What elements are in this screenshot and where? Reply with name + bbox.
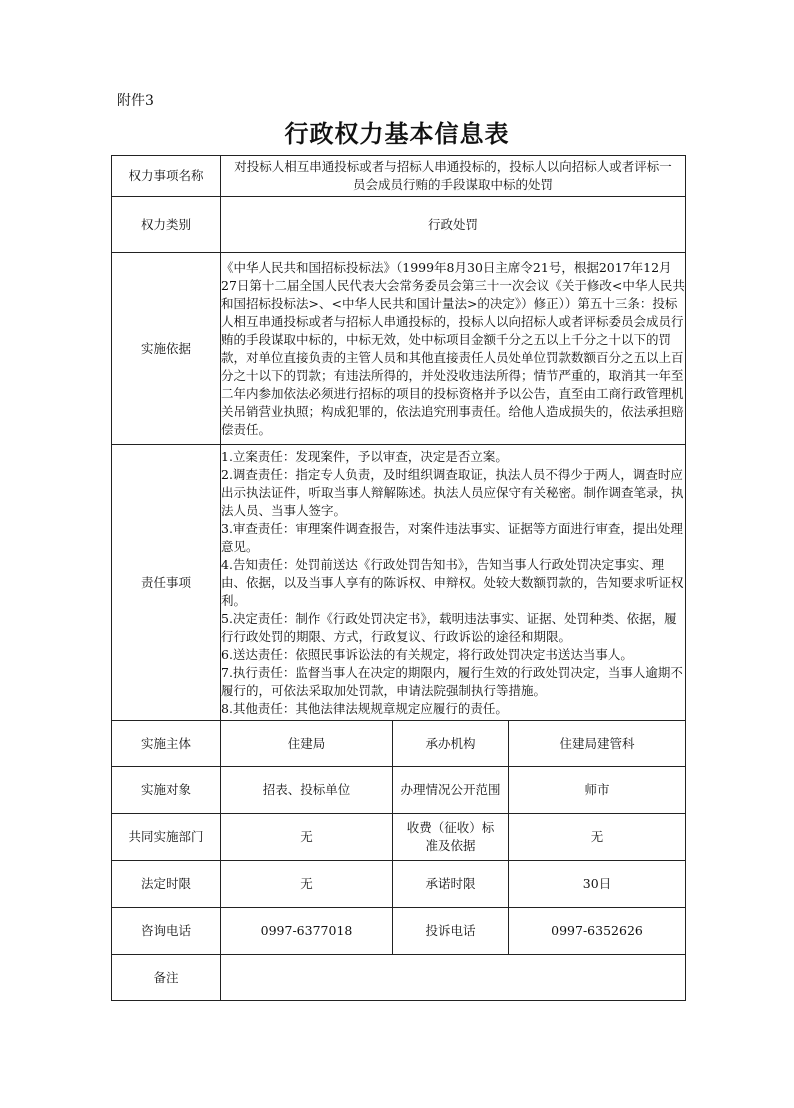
target-label: 实施对象 xyxy=(112,767,221,814)
responsibility-item: 3.审查责任：审理案件调查报告，对案件违法事实、证据等方面进行审查，提出处理意见。 xyxy=(221,520,683,554)
remarks-value xyxy=(221,955,686,1001)
joint-dept-value: 无 xyxy=(221,814,393,861)
page-title: 行政权力基本信息表 xyxy=(284,119,510,148)
responsibilities-list xyxy=(221,445,686,721)
row-responsibilities xyxy=(112,445,686,721)
row-remarks xyxy=(112,955,686,1001)
row-power-name xyxy=(112,156,686,197)
responsibility-item: 8.其他责任：其他法律法规规章规定应履行的责任。 xyxy=(221,700,508,716)
power-type-label: 权力类别 xyxy=(112,197,221,253)
power-name-value: 对投标人相互串通投标或者与招标人串通投标的，投标人以向招标人或者评标一员会成员行贿的手段谋取中标的处罚 xyxy=(221,156,686,197)
consult-phone-value: 0997-6377018 xyxy=(221,908,393,955)
consult-phone-label: 咨询电话 xyxy=(112,908,221,955)
responsibility-item: 4.告知责任：处罚前送达《行政处罚告知书》，告知当事人行政处罚决定事实、理由、依据，以及当事人享有的陈诉权、申辩权。处较大数额罚款的，告知要求听证权利。 xyxy=(221,556,684,608)
fee-standard-label: 收费（征收）标准及依据 xyxy=(393,814,509,861)
subject-label: 实施主体 xyxy=(112,721,221,767)
target-value: 招表、投标单位 xyxy=(221,767,393,814)
subject-value: 住建局 xyxy=(221,721,393,767)
basis-label: 实施依据 xyxy=(112,253,221,445)
row-basis xyxy=(112,253,686,445)
row-subject xyxy=(112,721,686,767)
legal-time-limit-label: 法定时限 xyxy=(112,861,221,908)
complaint-phone-value: 0997-6352626 xyxy=(509,908,686,955)
complaint-phone-label: 投诉电话 xyxy=(393,908,509,955)
disclosure-scope-label: 办理情况公开范围 xyxy=(393,767,509,814)
remarks-label: 备注 xyxy=(112,955,221,1001)
joint-dept-label: 共同实施部门 xyxy=(112,814,221,861)
row-power-type xyxy=(112,197,686,253)
agency-value: 住建局建管科 xyxy=(509,721,686,767)
responsibility-item: 6.送达责任：依照民事诉讼法的有关规定，将行政处罚决定书送达当事人。 xyxy=(221,646,633,662)
promised-time-limit-value: 30日 xyxy=(509,861,686,908)
fee-standard-value: 无 xyxy=(509,814,686,861)
row-time-limit xyxy=(112,861,686,908)
row-joint xyxy=(112,814,686,861)
disclosure-scope-value: 师市 xyxy=(509,767,686,814)
responsibility-item: 5.决定责任：制作《行政处罚决定书》，载明违法事实、证据、处罚种类、依据，履行行政处罚的期限、方式，行政复议、行政诉讼的途径和期限。 xyxy=(221,610,677,644)
legal-time-limit-value: 无 xyxy=(221,861,393,908)
power-type-value: 行政处罚 xyxy=(221,197,686,253)
row-phone xyxy=(112,908,686,955)
agency-label: 承办机构 xyxy=(393,721,509,767)
responsibilities-label: 责任事项 xyxy=(112,445,221,721)
power-name-label: 权力事项名称 xyxy=(112,156,221,197)
responsibility-item: 1.立案责任：发现案件，予以审查，决定是否立案。 xyxy=(221,448,508,464)
info-table xyxy=(111,155,686,1001)
responsibility-item: 7.执行责任：监督当事人在决定的期限内，履行生效的行政处罚决定，当事人逾期不履行的，可依法采取加处罚款，申请法院强制执行等措施。 xyxy=(221,664,683,698)
promised-time-limit-label: 承诺时限 xyxy=(393,861,509,908)
basis-value: 《中华人民共和国招标投标法》（1999年8月30日主席令21号，根据2017年12月27日第十二届全国人民代表大会常务委员会第三十一次会议《关于修改<中华人民共和国招标投标法>、<中华人民共和国计量法>的决定》）修正））第五十三条：投标人相互串通投标或者与招标人串通投标的，投标人以向招标人或者评标委员会成员行贿的手段谋取中标的，中标无效，处中标项目金额千分之五以上千分之十以下的罚款，对单位直接负责的主管人员和其他直接责任人员处单位罚款数额百分之五以上百分之十以下的罚款；有违法所得的，并处没收违法所得；情节严重的，取消其一年至二年内参加依法必须进行招标的项目的投标资格并予以公告，直至由工商行政管理机关吊销营业执照；构成犯罪的，依法追究刑事责任。给他人造成损失的，依法承担赔偿责任。 xyxy=(221,253,686,445)
attachment-label: 附件3 xyxy=(117,93,154,109)
row-target xyxy=(112,767,686,814)
responsibility-item: 2.调查责任：指定专人负责，及时组织调查取证，执法人员不得少于两人，调查时应出示执法证件，听取当事人辩解陈述。执法人员应保守有关秘密。制作调查笔录，执法人员、当事人签字。 xyxy=(221,466,684,518)
